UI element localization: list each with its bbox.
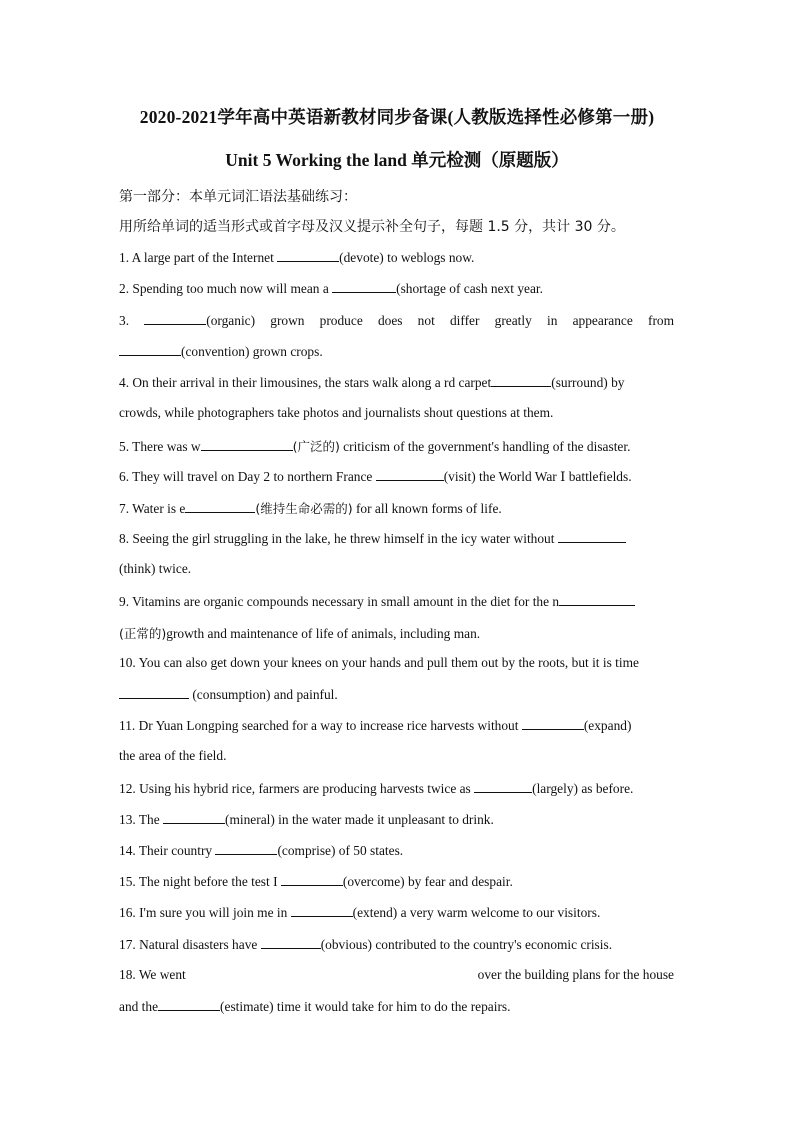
question-17: 17. Natural disasters have (obvious) contributed to the country's economic crisis. xyxy=(119,937,613,952)
question-16: 16. I'm sure you will join me in (extend) a very warm welcome to our visitors. xyxy=(119,905,601,920)
question-10-line-1: 10. You can also get down your knees on your hands and pull them out by the roots, but it is time xyxy=(119,655,639,670)
question-9-line-1: 9. Vitamins are organic compounds necessary in small amount in the diet for the n xyxy=(119,593,674,610)
answer-blank[interactable] xyxy=(376,468,444,481)
question-1: 1. A large part of the Internet (devote) to weblogs now. xyxy=(119,250,475,265)
answer-blank[interactable] xyxy=(215,842,277,855)
question-14: 14. Their country (comprise) of 50 states. xyxy=(119,843,404,858)
question-11-line-2: the area of the field. xyxy=(119,748,227,763)
answer-blank[interactable] xyxy=(332,280,396,293)
question-6: 6. They will travel on Day 2 to northern France (visit) the World War Ⅰ battlefields. xyxy=(119,469,632,484)
section-heading: 第一部分：本单元词汇语法基础练习： xyxy=(119,189,357,205)
document-subtitle: Unit 5 Working the land 单元检测（原题版） xyxy=(225,150,569,170)
question-12: 12. Using his hybrid rice, farmers are producing harvests twice as (largely) as before. xyxy=(119,781,634,796)
answer-blank[interactable] xyxy=(144,312,206,325)
answer-blank[interactable] xyxy=(558,530,626,543)
answer-blank[interactable] xyxy=(158,998,220,1011)
question-18-line-1: 18. We went over the building plans for the house xyxy=(119,967,674,982)
answer-blank[interactable] xyxy=(474,780,532,793)
question-10-line-2: (consumption) and painful. xyxy=(119,686,674,703)
answer-blank[interactable] xyxy=(281,873,343,886)
answer-blank[interactable] xyxy=(185,500,255,513)
question-15: 15. The night before the test I (overcome) by fear and despair. xyxy=(119,874,513,889)
question-18-line-2: and the (estimate) time it would take for him to do the repairs. xyxy=(119,999,511,1014)
answer-blank[interactable] xyxy=(291,904,353,917)
answer-blank[interactable] xyxy=(119,343,181,356)
answer-blank[interactable] xyxy=(163,811,225,824)
answer-blank[interactable] xyxy=(277,249,339,262)
question-13: 13. The (mineral) in the water made it unpleasant to drink. xyxy=(119,812,494,827)
question-4-line-2: crowds, while photographers take photos and journalists shout questions at them. xyxy=(119,405,554,420)
answer-blank[interactable] xyxy=(119,686,189,699)
question-7: 7. Water is e (维持生命必需的) for all known forms of life. xyxy=(119,501,502,516)
answer-blank[interactable] xyxy=(491,374,551,387)
question-9-line-2: (正常的)growth and maintenance of life of animals, including man. xyxy=(119,626,481,641)
question-3-line-1: 3. (organic) grown produce does not differ greatly in appearance from xyxy=(119,313,674,328)
answer-blank[interactable] xyxy=(201,438,293,451)
question-2: 2. Spending too much now will mean a (shortage of cash next year. xyxy=(119,281,543,296)
section-instruction: 用所给单词的适当形式或首字母及汉义提示补全句子，每题 1.5 分，共计 30 分。 xyxy=(119,219,625,235)
question-4-line-1: 4. On their arrival in their limousines, the stars walk along a rd carpet (surround) by xyxy=(119,375,625,390)
question-11-line-1: 11. Dr Yuan Longping searched for a way to increase rice harvests without (expand) xyxy=(119,718,632,733)
answer-blank[interactable] xyxy=(559,593,635,606)
question-3-line-2: (convention) grown crops. xyxy=(119,343,674,360)
question-8-line-2: (think) twice. xyxy=(119,561,192,576)
question-8-line-1: 8. Seeing the girl struggling in the lake, he threw himself in the icy water without xyxy=(119,530,674,547)
question-5: 5. There was w (广泛的) criticism of the government's handling of the disaster. xyxy=(119,439,631,454)
answer-blank[interactable] xyxy=(522,717,584,730)
document-title: 2020-2021学年高中英语新教材同步备课(人教版选择性必修第一册) xyxy=(139,107,655,127)
answer-blank[interactable] xyxy=(261,936,321,949)
